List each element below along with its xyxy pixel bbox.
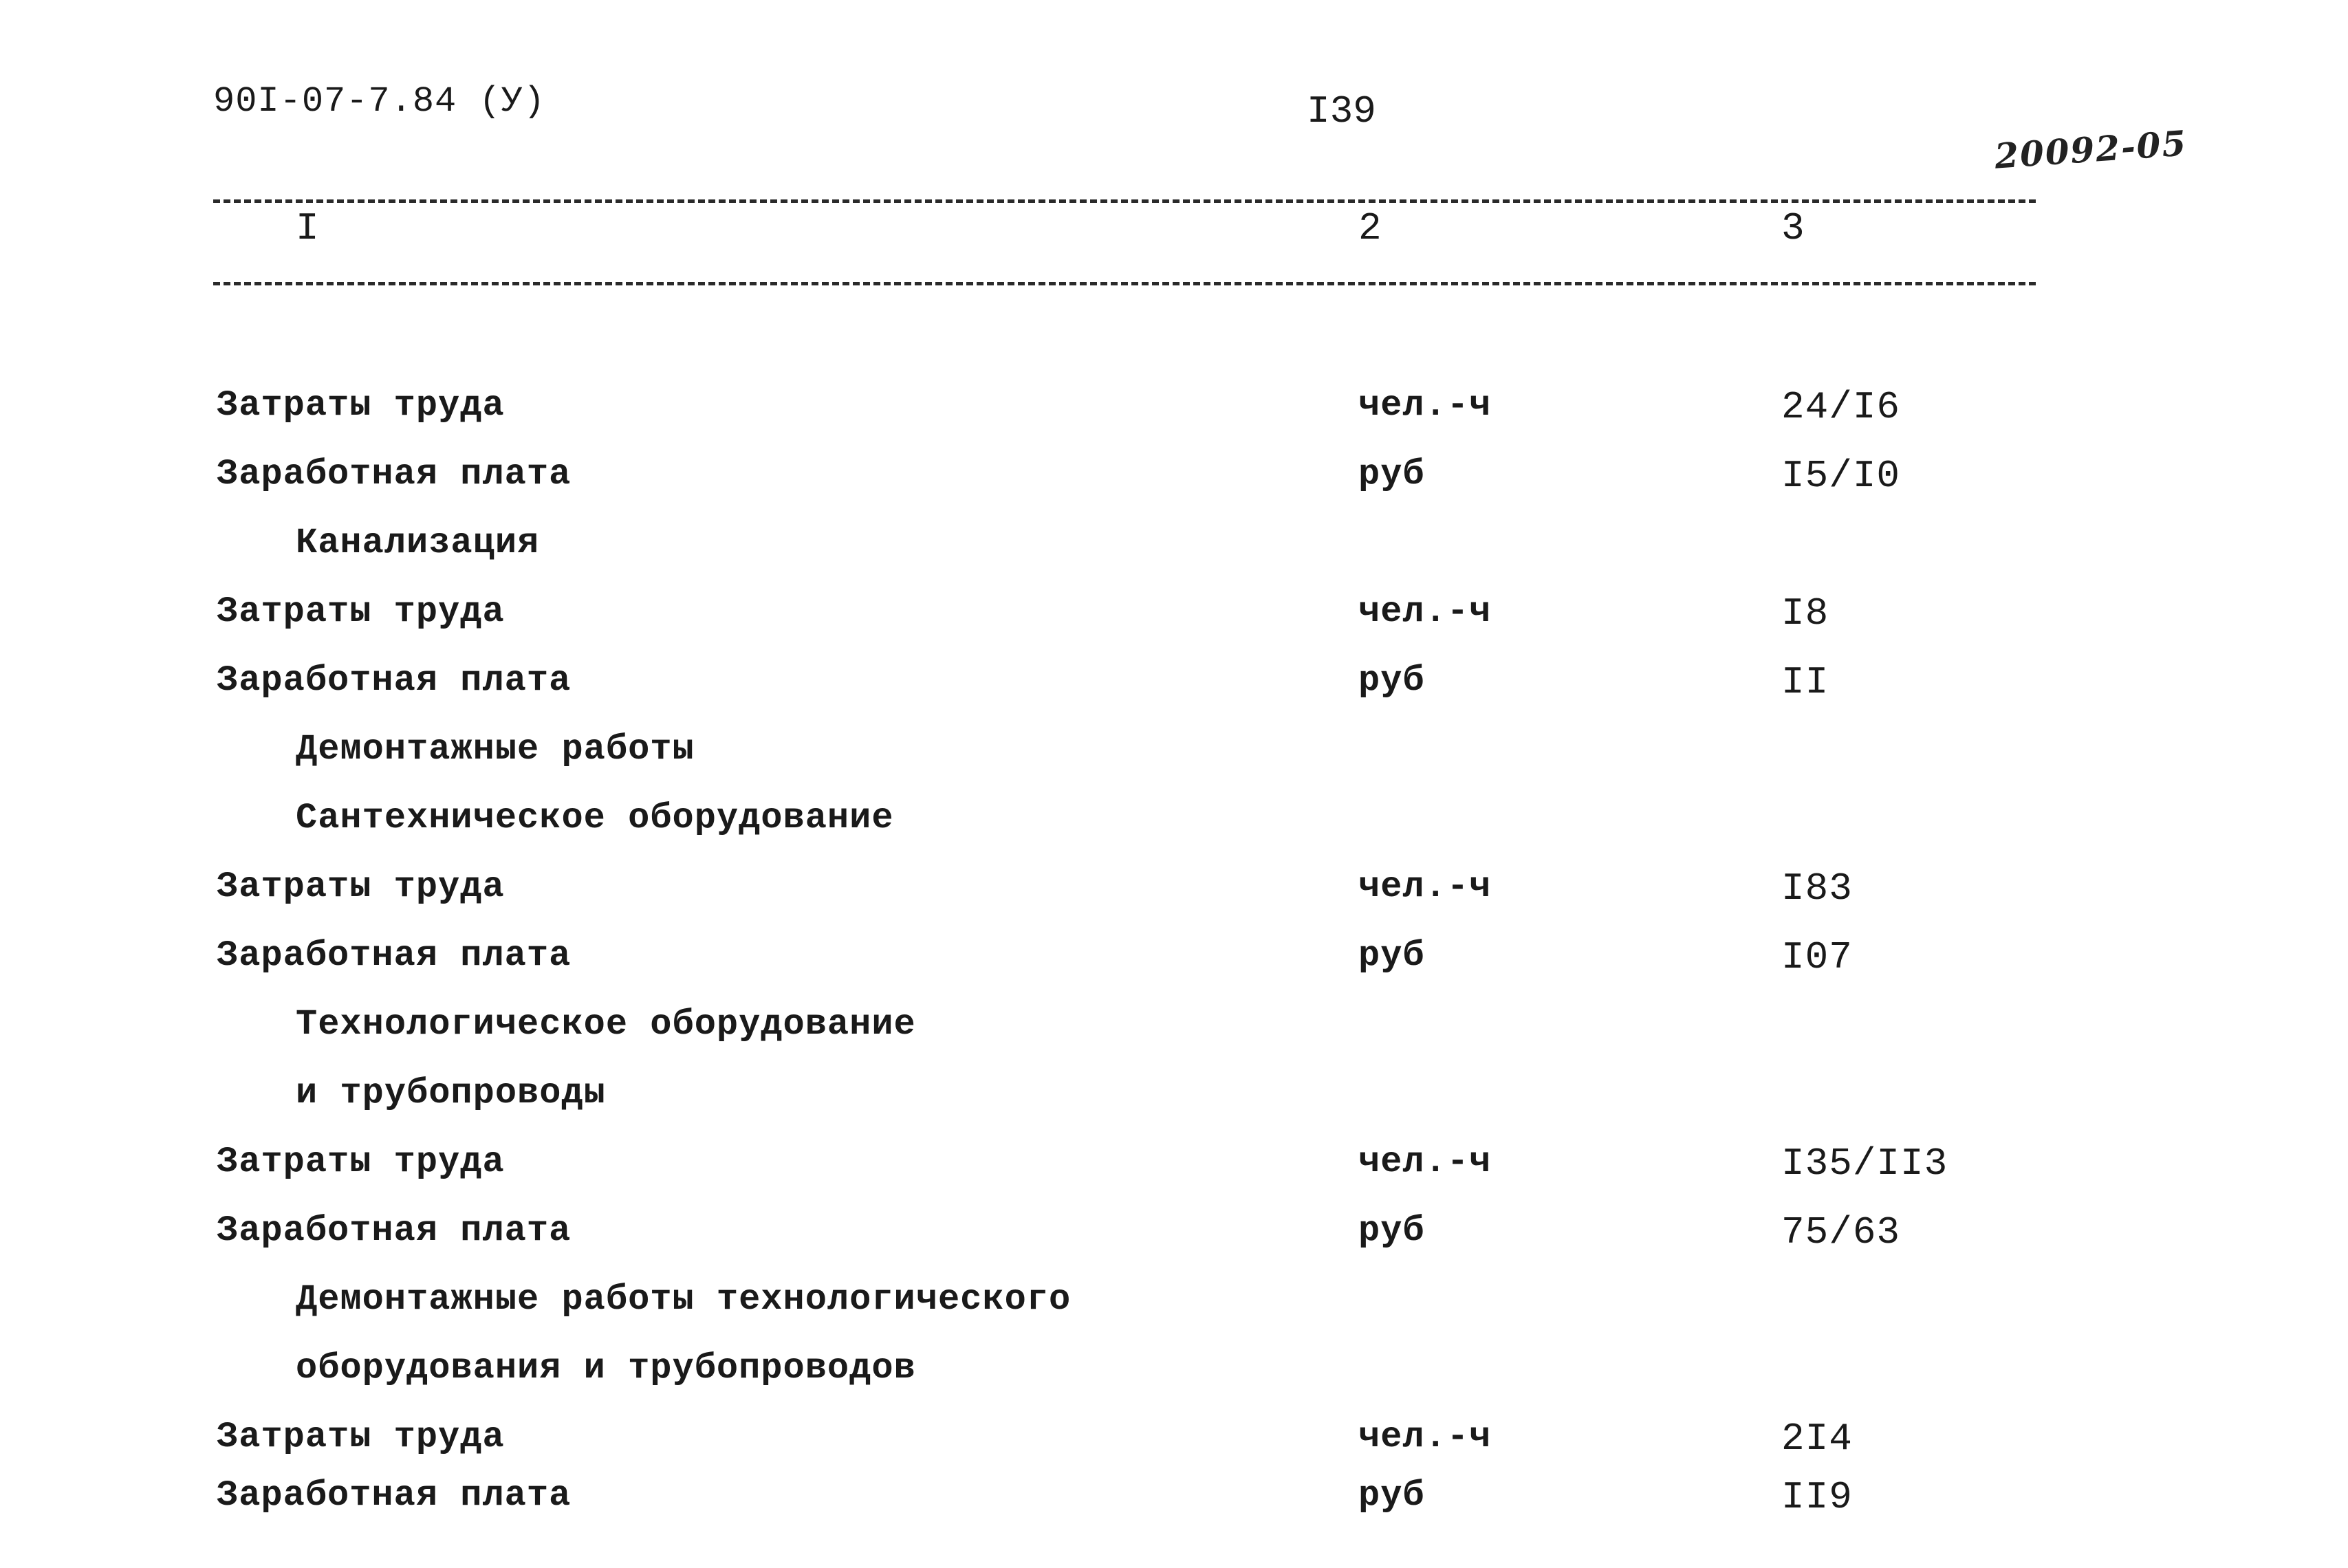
- value-cell: 24/I6: [1781, 385, 1901, 429]
- unit-cell: руб: [1358, 1475, 1425, 1516]
- table-row: [0, 1475, 2348, 1523]
- table-row: [0, 935, 2348, 983]
- handwritten-note: 20092-05: [1993, 122, 2189, 177]
- table-row: [0, 1279, 2348, 1327]
- unit-cell: чел.-ч: [1358, 591, 1492, 632]
- value-cell: 2I4: [1781, 1417, 1853, 1461]
- value-cell: I83: [1781, 867, 1853, 911]
- section-heading: Демонтажные работы технологического: [296, 1279, 1072, 1320]
- item-name: Затраты труда: [217, 1417, 505, 1457]
- item-name: Заработная плата: [217, 454, 572, 494]
- page-number: I39: [1307, 89, 1376, 133]
- header-bottom-rule: [213, 282, 2036, 285]
- table-row: [0, 1142, 2348, 1190]
- unit-cell: руб: [1358, 660, 1425, 701]
- section-heading: Технологическое оборудование: [296, 1004, 916, 1045]
- section-heading: Сантехническое оборудование: [296, 798, 894, 838]
- unit-cell: руб: [1358, 1210, 1425, 1251]
- value-cell: 75/63: [1781, 1210, 1901, 1254]
- unit-cell: чел.-ч: [1358, 385, 1492, 426]
- table-row: [0, 1004, 2348, 1052]
- table-row: [0, 1348, 2348, 1396]
- item-name: Заработная плата: [217, 1475, 572, 1516]
- item-name: Заработная плата: [217, 1210, 572, 1251]
- table-row: [0, 660, 2348, 708]
- item-name: Затраты труда: [217, 591, 505, 632]
- value-cell: I35/II3: [1781, 1142, 1948, 1186]
- value-cell: II: [1781, 660, 1829, 704]
- column-header-2: 2: [1358, 206, 1382, 250]
- table-row: [0, 798, 2348, 846]
- table-row: [0, 523, 2348, 571]
- table-row: [0, 1210, 2348, 1259]
- value-cell: I8: [1781, 591, 1829, 635]
- section-heading: Канализация: [296, 523, 540, 563]
- unit-cell: руб: [1358, 454, 1425, 494]
- table-row: [0, 385, 2348, 433]
- section-heading: Демонтажные работы: [296, 729, 695, 770]
- unit-cell: руб: [1358, 935, 1425, 976]
- value-cell: II9: [1781, 1475, 1853, 1519]
- value-cell: I07: [1781, 935, 1853, 979]
- item-name: Затраты труда: [217, 385, 505, 426]
- table-row: [0, 454, 2348, 502]
- header-top-rule: [213, 199, 2036, 203]
- column-header-1: I: [296, 206, 319, 250]
- value-cell: I5/I0: [1781, 454, 1901, 498]
- table-row: [0, 1417, 2348, 1465]
- column-header-3: 3: [1781, 206, 1805, 250]
- table-row: [0, 867, 2348, 915]
- section-heading: и трубопроводы: [296, 1073, 606, 1113]
- item-name: Заработная плата: [217, 660, 572, 701]
- item-name: Затраты труда: [217, 1142, 505, 1182]
- section-heading: оборудования и трубопроводов: [296, 1348, 916, 1389]
- document-code: 90I-07-7.84 (У): [213, 81, 546, 122]
- table-row: [0, 1073, 2348, 1121]
- table-row: [0, 591, 2348, 640]
- unit-cell: чел.-ч: [1358, 867, 1492, 907]
- unit-cell: чел.-ч: [1358, 1417, 1492, 1457]
- item-name: Заработная плата: [217, 935, 572, 976]
- unit-cell: чел.-ч: [1358, 1142, 1492, 1182]
- item-name: Затраты труда: [217, 867, 505, 907]
- table-row: [0, 729, 2348, 777]
